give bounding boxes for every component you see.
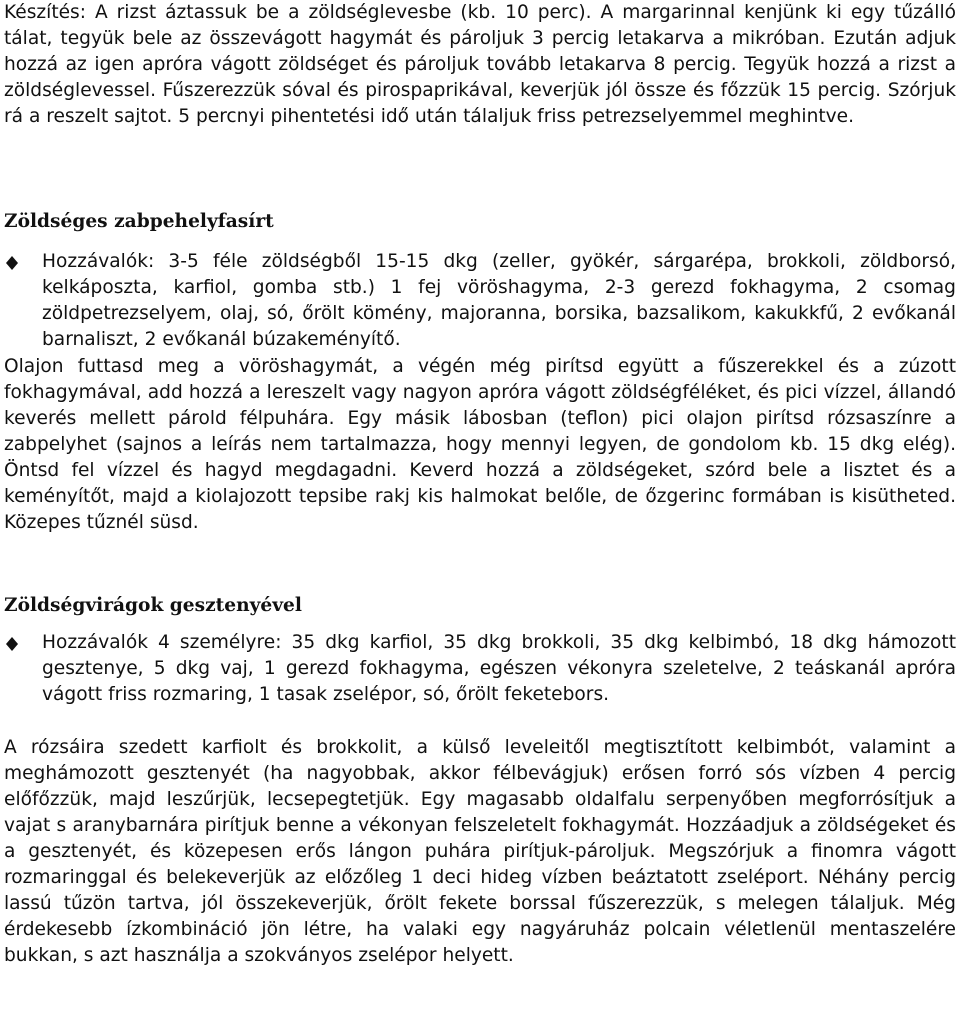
recipe2-method: A rózsáira szedett karfiolt és brokkolit, a külső leveleitől megtisztított kelbimbót, valamint a meghámozott gesztenyét (ha nagyobbak, akkor félbevágjuk) erősen forró sós vízben 4 percig előfőzzük, majd leszűrjük, lecsepegtetjük. Egy magasabb oldalfalu serpenyőben megforrósítjuk a vajat s aranybarnára pirítjuk benne a vékonyan felszeletelt fokhagymát. Hozzáadjuk a zöldségeket és a gesztenyét, és közepesen erős lángon puhára pirítjuk-pároljuk. Megszórjuk a finomra vágott rozmaringgal és belekeverjük az előzőleg 1 deci hideg vízben beáztatott zseléport. Néhány percig lassú tűzön tartva, jól összekeverjük, őrölt fekete borssal fűszerezzük, s melegen tálaljuk. Még érdekesebb ízkombináció jön létre, ha valaki egy nagyáruház polcain véletlenül mentaszelére bukkan, s azt használja a szokványos zselépor helyett.	[4, 737, 956, 966]
recipe2-method-block	[0, 735, 960, 969]
recipe1-title: Zöldséges zabpehelyfasírt	[4, 211, 274, 232]
intro-paragraph: Készítés: A rizst áztassuk be a zöldséglevesbe (kb. 10 perc). A margarinnal kenjünk ki egy tűzálló tálat, tegyük bele az összevágott hagymát és pároljuk 3 percig letakarva a mikróban. Ezután adjuk hozzá az igen apróra vágott zöldséget és pároljuk tovább letakarva 8 percig. Tegyük hozzá a rizst a zöldséglevessel. Fűszerezzük sóval és pirospaprikával, keverjük jól össze és főzzük 15 percig. Szórjuk rá a reszelt sajtot. 5 percnyi pihentetési idő után tálaljuk friss petrezselyemmel meghintve.	[4, 2, 956, 127]
diamond-bullet-icon	[6, 256, 18, 270]
recipe1-ingredients: Hozzávalók: 3-5 féle zöldségből 15-15 dkg (zeller, gyökér, sárgarépa, brokkoli, zöldborsó, kelkáposzta, karfiol, gomba stb.) 1 fej vöröshagyma, 2-3 gerezd fokhagyma, 2 csomag zöldpetrezselyem, olaj, só, őrölt kömény, majoranna, borsika, bazsalikom, kakukkfű, 2 evőkanál barnaliszt, 2 evőkanál búzakeményítő.	[42, 251, 956, 350]
recipe2-title: Zöldségvirágok gesztenyével	[4, 595, 302, 616]
recipe2-ingredients-item	[0, 630, 960, 708]
recipe1-method-block	[0, 354, 960, 536]
recipe1-method: Olajon futtasd meg a vöröshagymát, a végén még pirítsd együtt a fűszerekkel és a zúzott fokhagymával, add hozzá a lereszelt vagy nagyon apróra vágott zöldségféléket, és pici vízzel, állandó keverés mellett párold félpuhára. Egy másik lábosban (teflon) pici olajon pirítsd rózsaszínre a zabpelyhet (sajnos a leírás nem tartalmazza, hogy mennyi legyen, de gondolom kb. 15 dkg elég). Öntsd fel vízzel és hagyd megdagadni. Keverd hozzá a zöldségeket, szórd bele a lisztet és a keményítőt, majd a kiolajozott tepsibe rakj kis halmokat belőle, de őzgerinc formában is kisütheted. Közepes tűznél süsd.	[4, 356, 956, 533]
diamond-bullet-icon	[6, 637, 18, 651]
recipe2-ingredients: Hozzávalók 4 személyre: 35 dkg karfiol, 35 dkg brokkoli, 35 dkg kelbimbó, 18 dkg hámozott gesztenye, 5 dkg vaj, 1 gerezd fokhagyma, egészen vékonyra szeletelve, 2 teáskanál apróra vágott friss rozmaring, 1 tasak zselépor, só, őrölt feketebors.	[42, 632, 956, 705]
recipe1-ingredients-item	[0, 249, 960, 353]
